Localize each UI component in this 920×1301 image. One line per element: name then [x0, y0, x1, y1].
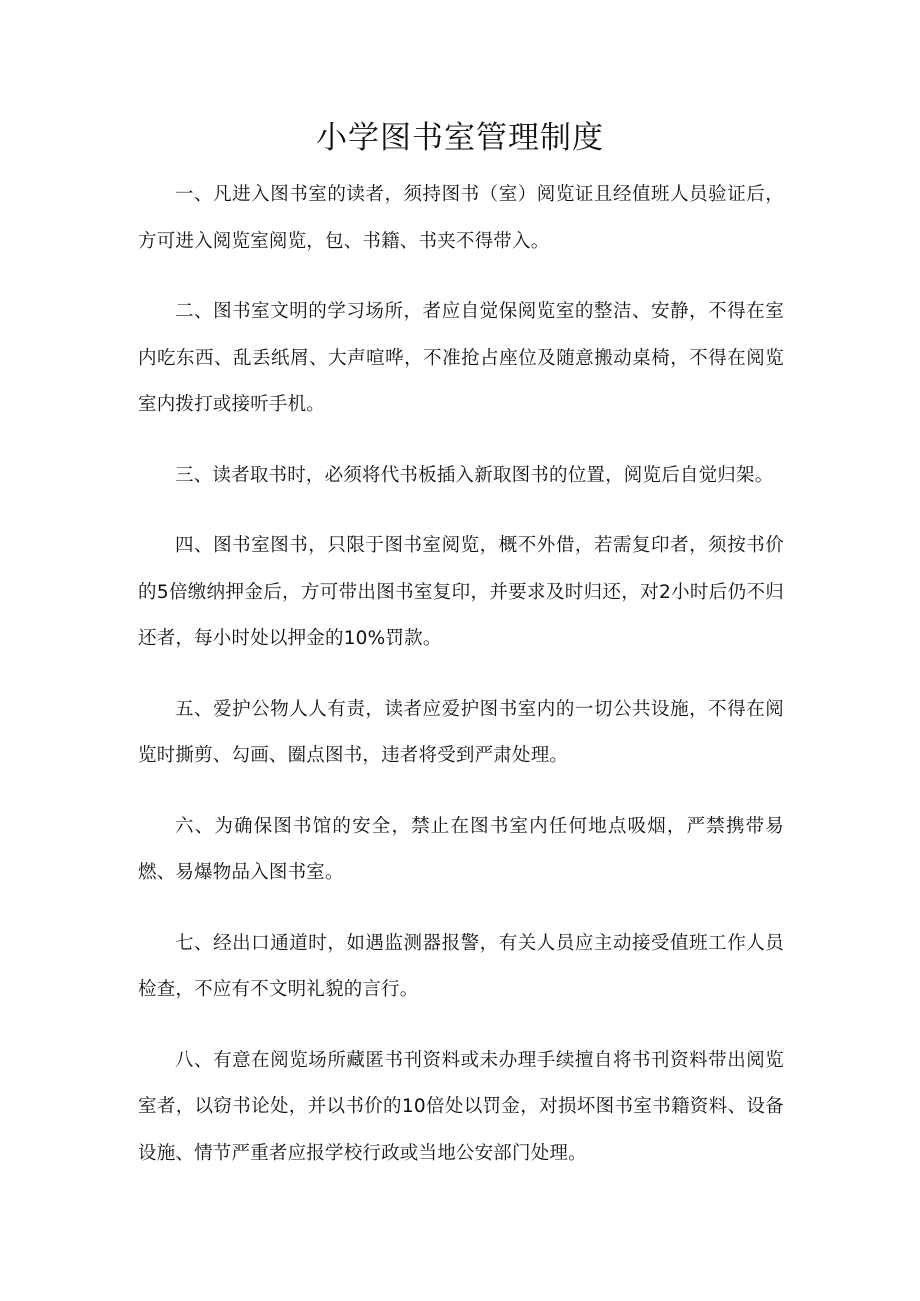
- rules-list: [138, 172, 784, 1201]
- rule-4: 四、图书室图书，只限于图书室阅览，概不外借，若需复印者，须按书价的5倍缴纳押金后，方可带出图书室复印，并要求及时归还，对2小时后仍不归还者，每小时处以押金的10%罚款。: [138, 535, 784, 649]
- rule-5: 五、爱护公物人人有责，读者应爱护图书室内的一切公共设施，不得在阅览时撕剪、勾画、圈点图书，违者将受到严肃处理。: [138, 698, 784, 766]
- rule-8: 八、有意在阅览场所藏匿书刊资料或未办理手续擅自将书刊资料带出阅览室者，以窃书论处，并以书价的10倍处以罚金，对损坏图书室书籍资料、设备设施、情节严重者应报学校行政或当地公安部门处理。: [138, 1049, 784, 1164]
- rule-3: 三、读者取书时，必须将代书板插入新取图书的位置，阅览后自觉归架。: [175, 464, 774, 486]
- rule-1: 一、凡进入图书室的读者，须持图书（室）阅览证且经值班人员验证后，方可进入阅览室阅览，包、书籍、书夹不得带入。: [138, 184, 784, 252]
- rule-2: 二、图书室文明的学习场所，者应自觉保阅览室的整洁、安静，不得在室内吃东西、乱丢纸屑、大声喧哗，不准抢占座位及随意搬动桌椅，不得在阅览室内拨打或接听手机。: [138, 301, 784, 415]
- rule-7: 七、经出口通道时，如遇监测器报警，有关人员应主动接受值班工作人员检查，不应有不文明礼貌的言行。: [138, 932, 784, 1000]
- page-title: 小学图书室管理制度: [316, 120, 604, 156]
- rule-6: 六、为确保图书馆的安全，禁止在图书室内任何地点吸烟，严禁携带易燃、易爆物品入图书室。: [138, 815, 784, 883]
